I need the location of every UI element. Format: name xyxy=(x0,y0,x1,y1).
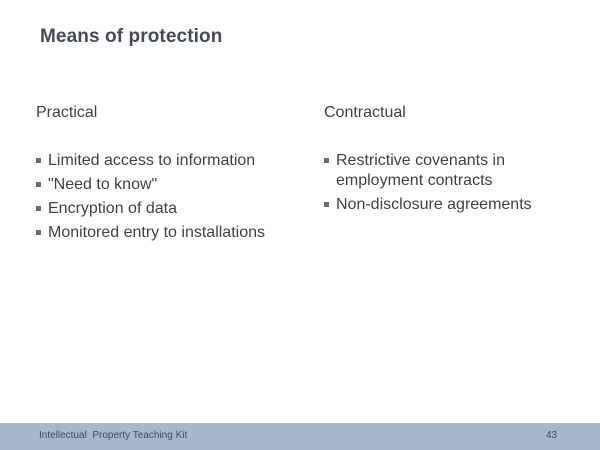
bullet-text: "Need to know" xyxy=(48,176,158,193)
page-number: 43 xyxy=(546,430,558,441)
square-bullet-icon xyxy=(36,158,41,163)
bullet-item xyxy=(324,195,574,215)
bullet-item xyxy=(36,199,286,219)
bullet-text: Restrictive covenants in employment contracts xyxy=(336,152,505,189)
bullet-text: Non-disclosure agreements xyxy=(336,196,532,213)
bullet-item xyxy=(36,223,286,243)
contractual-bullet-list xyxy=(324,151,574,215)
bullet-item xyxy=(36,151,286,171)
practical-bullet-list xyxy=(36,151,286,243)
bullet-item xyxy=(324,151,536,191)
bullet-text: Encryption of data xyxy=(48,200,177,217)
column-heading-contractual: Contractual xyxy=(324,104,406,121)
square-bullet-icon xyxy=(324,158,329,163)
footer-kit-title: Intellectual Property Teaching Kit xyxy=(39,430,188,441)
square-bullet-icon xyxy=(36,230,41,235)
footer-bar xyxy=(0,423,600,450)
column-heading-practical: Practical xyxy=(36,104,98,121)
square-bullet-icon xyxy=(324,202,329,207)
square-bullet-icon xyxy=(36,206,41,211)
practical-column xyxy=(36,103,286,247)
bullet-text: Limited access to information xyxy=(48,152,256,169)
square-bullet-icon xyxy=(36,182,41,187)
bullet-text: Monitored entry to installations xyxy=(48,224,265,241)
slide-title: Means of protection xyxy=(40,26,223,47)
bullet-item xyxy=(36,175,286,195)
contractual-column xyxy=(324,103,574,219)
